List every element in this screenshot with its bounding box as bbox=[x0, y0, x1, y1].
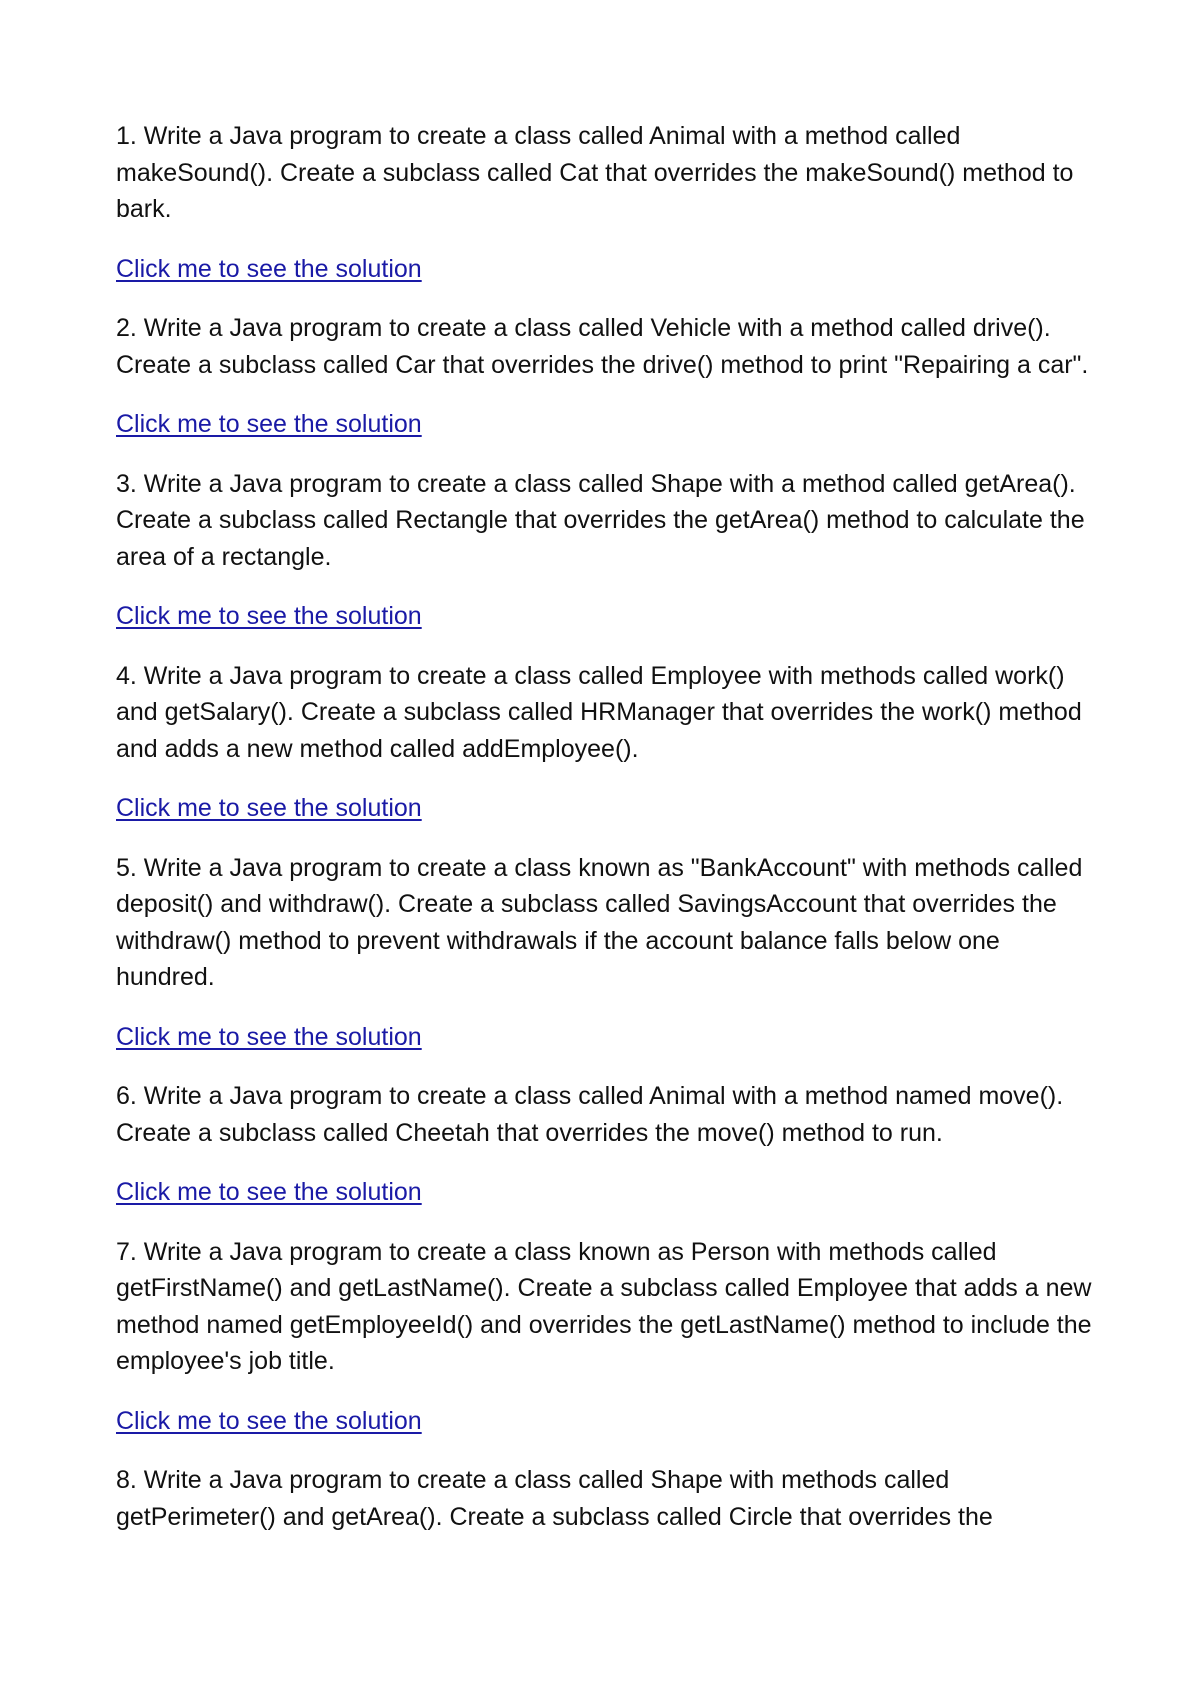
exercise-3-solution-link[interactable]: Click me to see the solution bbox=[116, 602, 422, 630]
exercise-7-solution-link[interactable]: Click me to see the solution bbox=[116, 1406, 422, 1435]
exercise-8-text: 8. Write a Java program to create a class called Shape with methods called getPerimeter() and getArea(). Create a subclass called Circle that overrides the bbox=[116, 1466, 993, 1531]
exercise-3-text: 3. Write a Java program to create a class called Shape with a method called getArea(). Create a subclass called Rectangle that overrides the getArea() method to calculate the area of a rectangle. bbox=[116, 469, 1085, 571]
exercise-1-solution-link[interactable]: Click me to see the solution bbox=[116, 254, 422, 283]
exercise-page bbox=[116, 118, 1100, 1535]
exercise-4-text: 4. Write a Java program to create a class called Employee with methods called work() and getSalary(). Create a subclass called HRManager that overrides the work() method and adds a new method called addEmployee(). bbox=[116, 661, 1082, 763]
exercise-1-text: 1. Write a Java program to create a class called Animal with a method called makeSound(). Create a subclass called Cat that overrides the makeSound() method to bark. bbox=[116, 122, 1074, 223]
exercise-2-solution-link[interactable]: Click me to see the solution bbox=[116, 410, 422, 438]
exercise-5-text: 5. Write a Java program to create a class known as "BankAccount" with methods called deposit() and withdraw(). Create a subclass called SavingsAccount that overrides the withdraw() method to prevent withdrawals if the account balance falls below one hundred. bbox=[116, 853, 1083, 991]
exercise-6-solution-link[interactable]: Click me to see the solution bbox=[116, 1178, 422, 1206]
exercise-5-solution-link[interactable]: Click me to see the solution bbox=[116, 1022, 422, 1051]
exercise-7-text: 7. Write a Java program to create a class known as Person with methods called getFirstName() and getLastName(). Create a subclass called Employee that adds a new method named getEmployeeId() and overrides the getLastName() method to include the employee's job title. bbox=[116, 1237, 1092, 1375]
exercise-2-text: 2. Write a Java program to create a class called Vehicle with a method called drive(). Create a subclass called Car that overrides the drive() method to print "Repairing a car". bbox=[116, 314, 1089, 379]
exercise-4-solution-link[interactable]: Click me to see the solution bbox=[116, 794, 422, 822]
exercise-6-text: 6. Write a Java program to create a class called Animal with a method named move(). Create a subclass called Cheetah that overrides the move() method to run. bbox=[116, 1082, 1064, 1147]
